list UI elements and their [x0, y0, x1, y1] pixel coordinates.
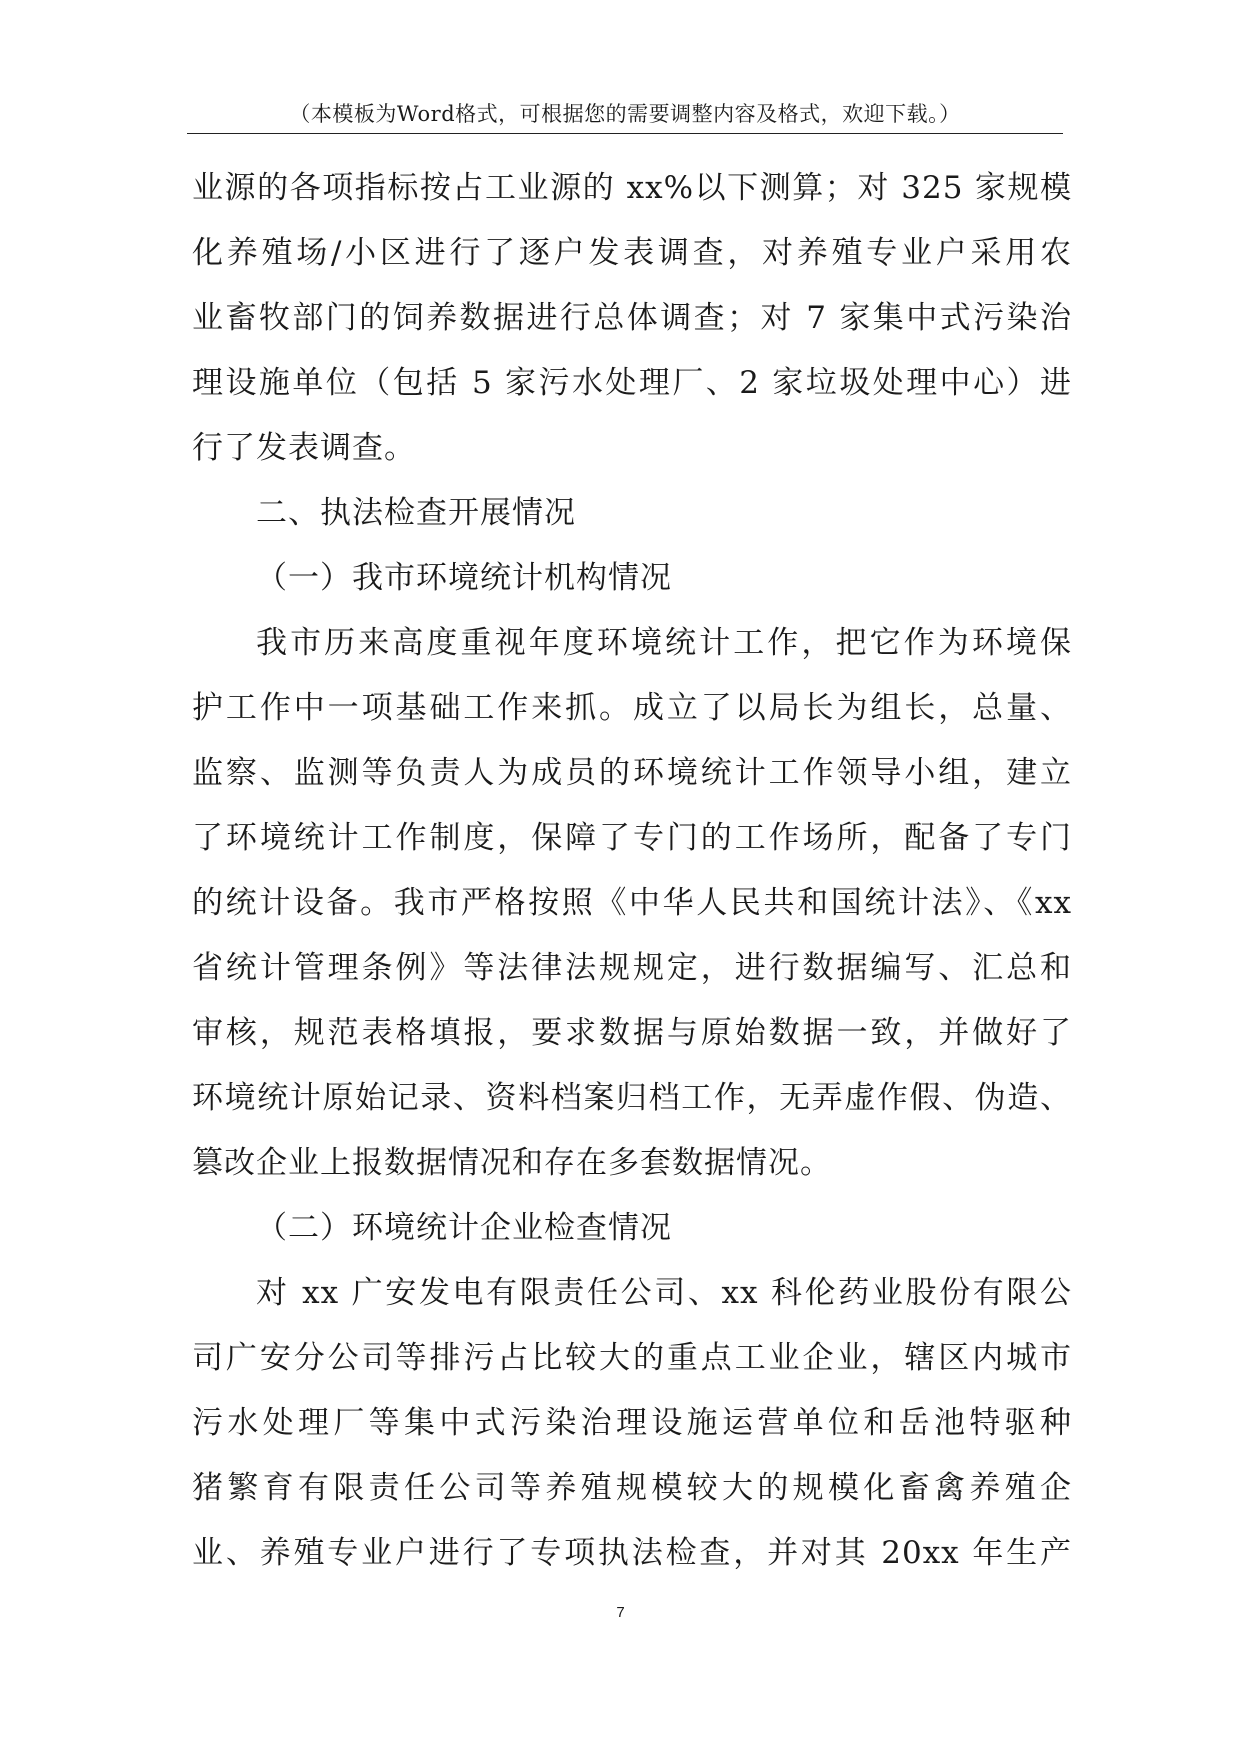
text-line: 猪繁育有限责任公司等养殖规模较大的规模化畜禽养殖企	[192, 1470, 1072, 1506]
text-line: 审核，规范表格填报，要求数据与原始数据一致，并做好了	[192, 1015, 1072, 1051]
header-divider	[187, 133, 1063, 134]
subsection-heading: （二）环境统计企业检查情况	[256, 1210, 672, 1246]
section-heading: 二、执法检查开展情况	[256, 495, 576, 531]
text-line: 业畜牧部门的饲养数据进行总体调查；对 7 家集中式污染治	[192, 300, 1072, 336]
text-line: 了环境统计工作制度，保障了专门的工作场所，配备了专门	[192, 820, 1072, 856]
text-line: 我市历来高度重视年度环境统计工作，把它作为环境保	[256, 625, 1072, 661]
subsection-heading: （一）我市环境统计机构情况	[256, 560, 672, 596]
text-line: 业源的各项指标按占工业源的 xx%以下测算；对 325 家规模	[192, 170, 1072, 206]
text-line: 省统计管理条例》等法律法规规定，进行数据编写、汇总和	[192, 950, 1072, 986]
body-text	[192, 156, 1072, 1586]
text-line: 理设施单位（包括 5 家污水处理厂、2 家垃圾处理中心）进	[192, 365, 1072, 401]
header-note: （本模板为Word格式，可根据您的需要调整内容及格式，欢迎下载。）	[289, 102, 961, 126]
page-number: 7	[616, 1604, 625, 1621]
text-line: 护工作中一项基础工作来抓。成立了以局长为组长，总量、	[192, 690, 1072, 726]
text-line: 对 xx 广安发电有限责任公司、xx 科伦药业股份有限公	[256, 1275, 1072, 1311]
text-line: 污水处理厂等集中式污染治理设施运营单位和岳池特驱种	[192, 1405, 1072, 1441]
text-line: 化养殖场/小区进行了逐户发表调查，对养殖专业户采用农	[192, 235, 1072, 271]
text-line: 监察、监测等负责人为成员的环境统计工作领导小组，建立	[192, 755, 1072, 791]
text-line: 篡改企业上报数据情况和存在多套数据情况。	[192, 1145, 832, 1181]
text-line: 的统计设备。我市严格按照《中华人民共和国统计法》、《xx	[192, 885, 1072, 921]
text-line: 环境统计原始记录、资料档案归档工作，无弄虚作假、伪造、	[192, 1080, 1072, 1116]
text-line: 业、养殖专业户进行了专项执法检查，并对其 20xx 年生产	[192, 1535, 1072, 1571]
text-line: 行了发表调查。	[192, 430, 416, 466]
text-line: 司广安分公司等排污占比较大的重点工业企业，辖区内城市	[192, 1340, 1072, 1376]
